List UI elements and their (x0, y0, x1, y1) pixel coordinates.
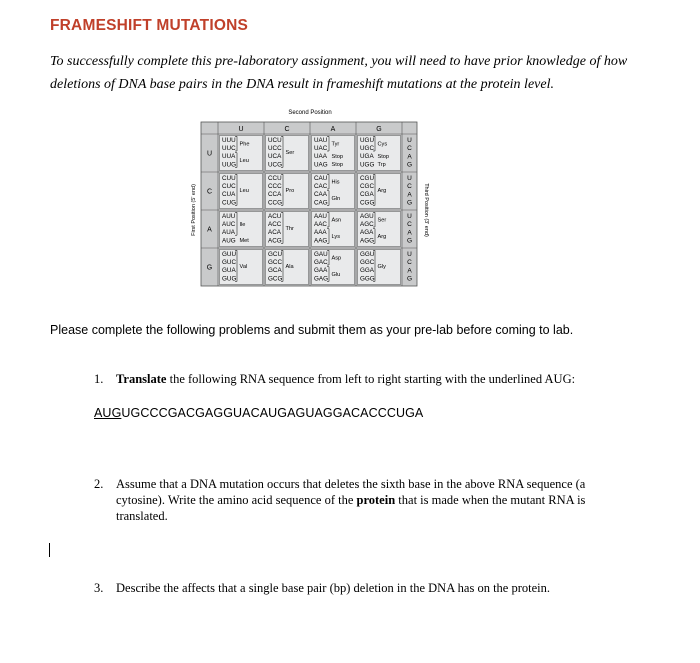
question-number: 1. (94, 372, 104, 386)
codon-ACU: ACU (268, 212, 282, 220)
codon-UGU: UGU (360, 136, 374, 144)
first-base-C: C (206, 188, 213, 196)
amino-acid-stop: Stop (377, 153, 390, 160)
question-text (116, 371, 636, 387)
intro-paragraph: To successfully complete this pre-laboratory assignment, you will need to have prior knowledge of how deletions of DNA base pairs in the DNA result in frameshift mutations at the protein level. (50, 54, 628, 92)
question-bold: protein (356, 493, 396, 507)
codon-GUA: GUA (222, 267, 236, 275)
page-title: FRAMESHIFT MUTATIONS (50, 17, 249, 34)
codon-UCC: UCC (268, 145, 282, 152)
amino-acid-arg: Arg (377, 187, 387, 194)
amino-acid-tyr: Tyr (331, 141, 340, 148)
codon-UUA: UUA (222, 153, 236, 161)
amino-acid-ser: Ser (285, 149, 295, 156)
codon-CGU: CGU (360, 174, 374, 182)
codon-UAG: UAG (314, 161, 328, 169)
codon-table (175, 105, 475, 315)
question-bold: Translate (116, 372, 167, 386)
codon-GAA: GAA (314, 267, 328, 275)
codon-GAC: GAC (314, 259, 328, 266)
second-base-A: A (330, 126, 336, 133)
amino-acid-ala: Ala (285, 263, 294, 270)
question-1 (96, 371, 636, 387)
amino-acid-arg: Arg (377, 234, 387, 241)
codon-UUU: UUU (222, 136, 236, 144)
codon-CUU: CUU (222, 174, 236, 182)
codon-AUA: AUA (222, 229, 235, 237)
codon-UUC: UUC (222, 145, 236, 152)
codon-AAC: AAC (314, 221, 327, 228)
third-base-C: C (407, 183, 412, 191)
codon-GGC: GGC (360, 259, 375, 266)
second-base-G: G (376, 126, 382, 133)
codon-UGA: UGA (360, 153, 374, 161)
codon-UAC: UAC (314, 145, 328, 152)
third-base-A: A (407, 153, 412, 161)
codon-AAA: AAA (314, 229, 327, 237)
amino-acid-ile: Ile (239, 221, 246, 228)
amino-acid-lys: Lys (331, 234, 340, 241)
third-base-G: G (406, 237, 413, 245)
question-3 (96, 580, 636, 596)
first-base-A: A (207, 226, 212, 234)
amino-acid-stop: Stop (331, 153, 344, 160)
codon-CCG: CCG (268, 199, 282, 207)
amino-acid-ser: Ser (377, 217, 387, 224)
question-2 (96, 476, 636, 524)
codon-AGU: AGU (360, 212, 374, 220)
codon-GCC: GCC (268, 259, 282, 266)
codon-CUG: CUG (222, 199, 236, 207)
amino-acid-pro: Pro (285, 187, 295, 194)
third-base-G: G (406, 199, 413, 207)
amino-acid-glu: Glu (331, 272, 341, 279)
amino-acid-val: Val (239, 263, 248, 270)
amino-acid-leu: Leu (239, 158, 249, 165)
codon-GCG: GCG (268, 275, 283, 283)
codon-CAU: CAU (314, 174, 328, 182)
first-base-G: G (206, 264, 213, 272)
third-base-G: G (406, 275, 413, 283)
second-position-label: Second Position (288, 110, 332, 116)
codon-CCU: CCU (268, 174, 282, 182)
codon-CAA: CAA (314, 191, 327, 199)
amino-acid-thr: Thr (285, 225, 294, 232)
codon-UGG: UGG (360, 161, 375, 169)
start-codon: AUG (94, 406, 122, 420)
codon-CUA: CUA (222, 191, 236, 199)
amino-acid-gly: Gly (377, 263, 386, 270)
amino-acid-met: Met (239, 238, 249, 245)
codon-AGA: AGA (360, 229, 374, 237)
third-base-U: U (407, 175, 412, 182)
question-number: 2. (94, 477, 104, 491)
codon-AAG: AAG (314, 237, 328, 245)
third-base-C: C (407, 221, 412, 229)
codon-ACG: ACG (268, 237, 282, 245)
sequence-rest: UGCCCGACGAGGUACAUGAGUAGGACACCCUGA (121, 406, 424, 420)
question-number: 3. (94, 581, 104, 595)
third-base-G: G (406, 161, 413, 169)
codon-ACC: ACC (268, 221, 282, 228)
codon-AAU: AAU (314, 212, 327, 220)
amino-acid-phe: Phe (239, 141, 250, 148)
amino-acid-his: His (331, 179, 340, 186)
codon-UCA: UCA (268, 153, 282, 161)
rna-sequence (94, 406, 423, 420)
third-base-U: U (407, 213, 412, 220)
codon-UGC: UGC (360, 145, 374, 152)
amino-acid-asn: Asn (331, 217, 342, 224)
third-position-label: Third Position (3' end) (423, 183, 429, 237)
codon-GGA: GGA (360, 267, 374, 275)
codon-UUG: UUG (222, 161, 236, 169)
amino-acid-stop: Stop (331, 162, 344, 169)
first-base-U: U (206, 150, 213, 158)
codon-AUG: AUG (222, 237, 236, 245)
second-base-U: U (238, 126, 244, 133)
codon-CGG: CGG (360, 199, 375, 207)
amino-acid-trp: Trp (377, 162, 386, 169)
codon-GUG: GUG (222, 275, 237, 283)
codon-GCU: GCU (268, 250, 282, 258)
third-base-U: U (407, 137, 412, 144)
codon-CCA: CCA (268, 191, 282, 199)
amino-acid-cys: Cys (377, 141, 388, 148)
question-text: Describe the affects that a single base pair (bp) deletion in the DNA has on the protein. (116, 581, 551, 595)
question-text-after: that is made when the mutant RNA is translated. (116, 493, 586, 523)
question-text-rest: the following RNA sequence from left to right starting with the underlined AUG: (166, 372, 576, 386)
codon-GAU: GAU (314, 250, 328, 258)
amino-acid-gln: Gln (331, 196, 341, 203)
codon-CUC: CUC (222, 183, 236, 190)
codon-AGG: AGG (360, 237, 374, 245)
codon-CCC: CCC (268, 183, 282, 190)
third-base-A: A (407, 229, 412, 237)
second-base-C: C (284, 126, 290, 133)
codon-UAU: UAU (314, 136, 328, 144)
codon-UCU: UCU (268, 136, 282, 144)
codon-GUC: GUC (222, 259, 236, 266)
text-cursor (49, 543, 50, 557)
codon-GGU: GGU (360, 250, 375, 258)
codon-table-figure (175, 105, 475, 315)
third-base-A: A (407, 191, 412, 199)
codon-GAG: GAG (314, 275, 328, 283)
third-base-A: A (407, 267, 412, 275)
amino-acid-asp: Asp (331, 255, 342, 262)
codon-AGC: AGC (360, 221, 374, 228)
first-position-label: First Position (5' end) (191, 184, 197, 236)
amino-acid-leu: Leu (239, 187, 249, 194)
third-base-C: C (407, 259, 412, 267)
codon-CAG: CAG (314, 199, 328, 207)
codon-CAC: CAC (314, 183, 328, 190)
instructions: Please complete the following problems and submit them as your pre-lab before coming to lab. (50, 323, 574, 337)
codon-CGA: CGA (360, 191, 374, 199)
codon-GCA: GCA (268, 267, 282, 275)
codon-AUC: AUC (222, 221, 236, 228)
codon-CGC: CGC (360, 183, 374, 190)
codon-UCG: UCG (268, 161, 282, 169)
codon-UAA: UAA (314, 153, 327, 161)
codon-ACA: ACA (268, 229, 281, 237)
codon-GUU: GUU (222, 250, 236, 258)
codon-AUU: AUU (222, 212, 236, 220)
third-base-U: U (407, 251, 412, 258)
codon-GGG: GGG (360, 275, 375, 283)
question-text-before: Assume that a DNA mutation occurs that deletes the sixth base in the above RNA sequence (a cytosine). Write the amino acid sequence of the (116, 477, 586, 507)
third-base-C: C (407, 145, 412, 153)
question-text (116, 476, 636, 524)
